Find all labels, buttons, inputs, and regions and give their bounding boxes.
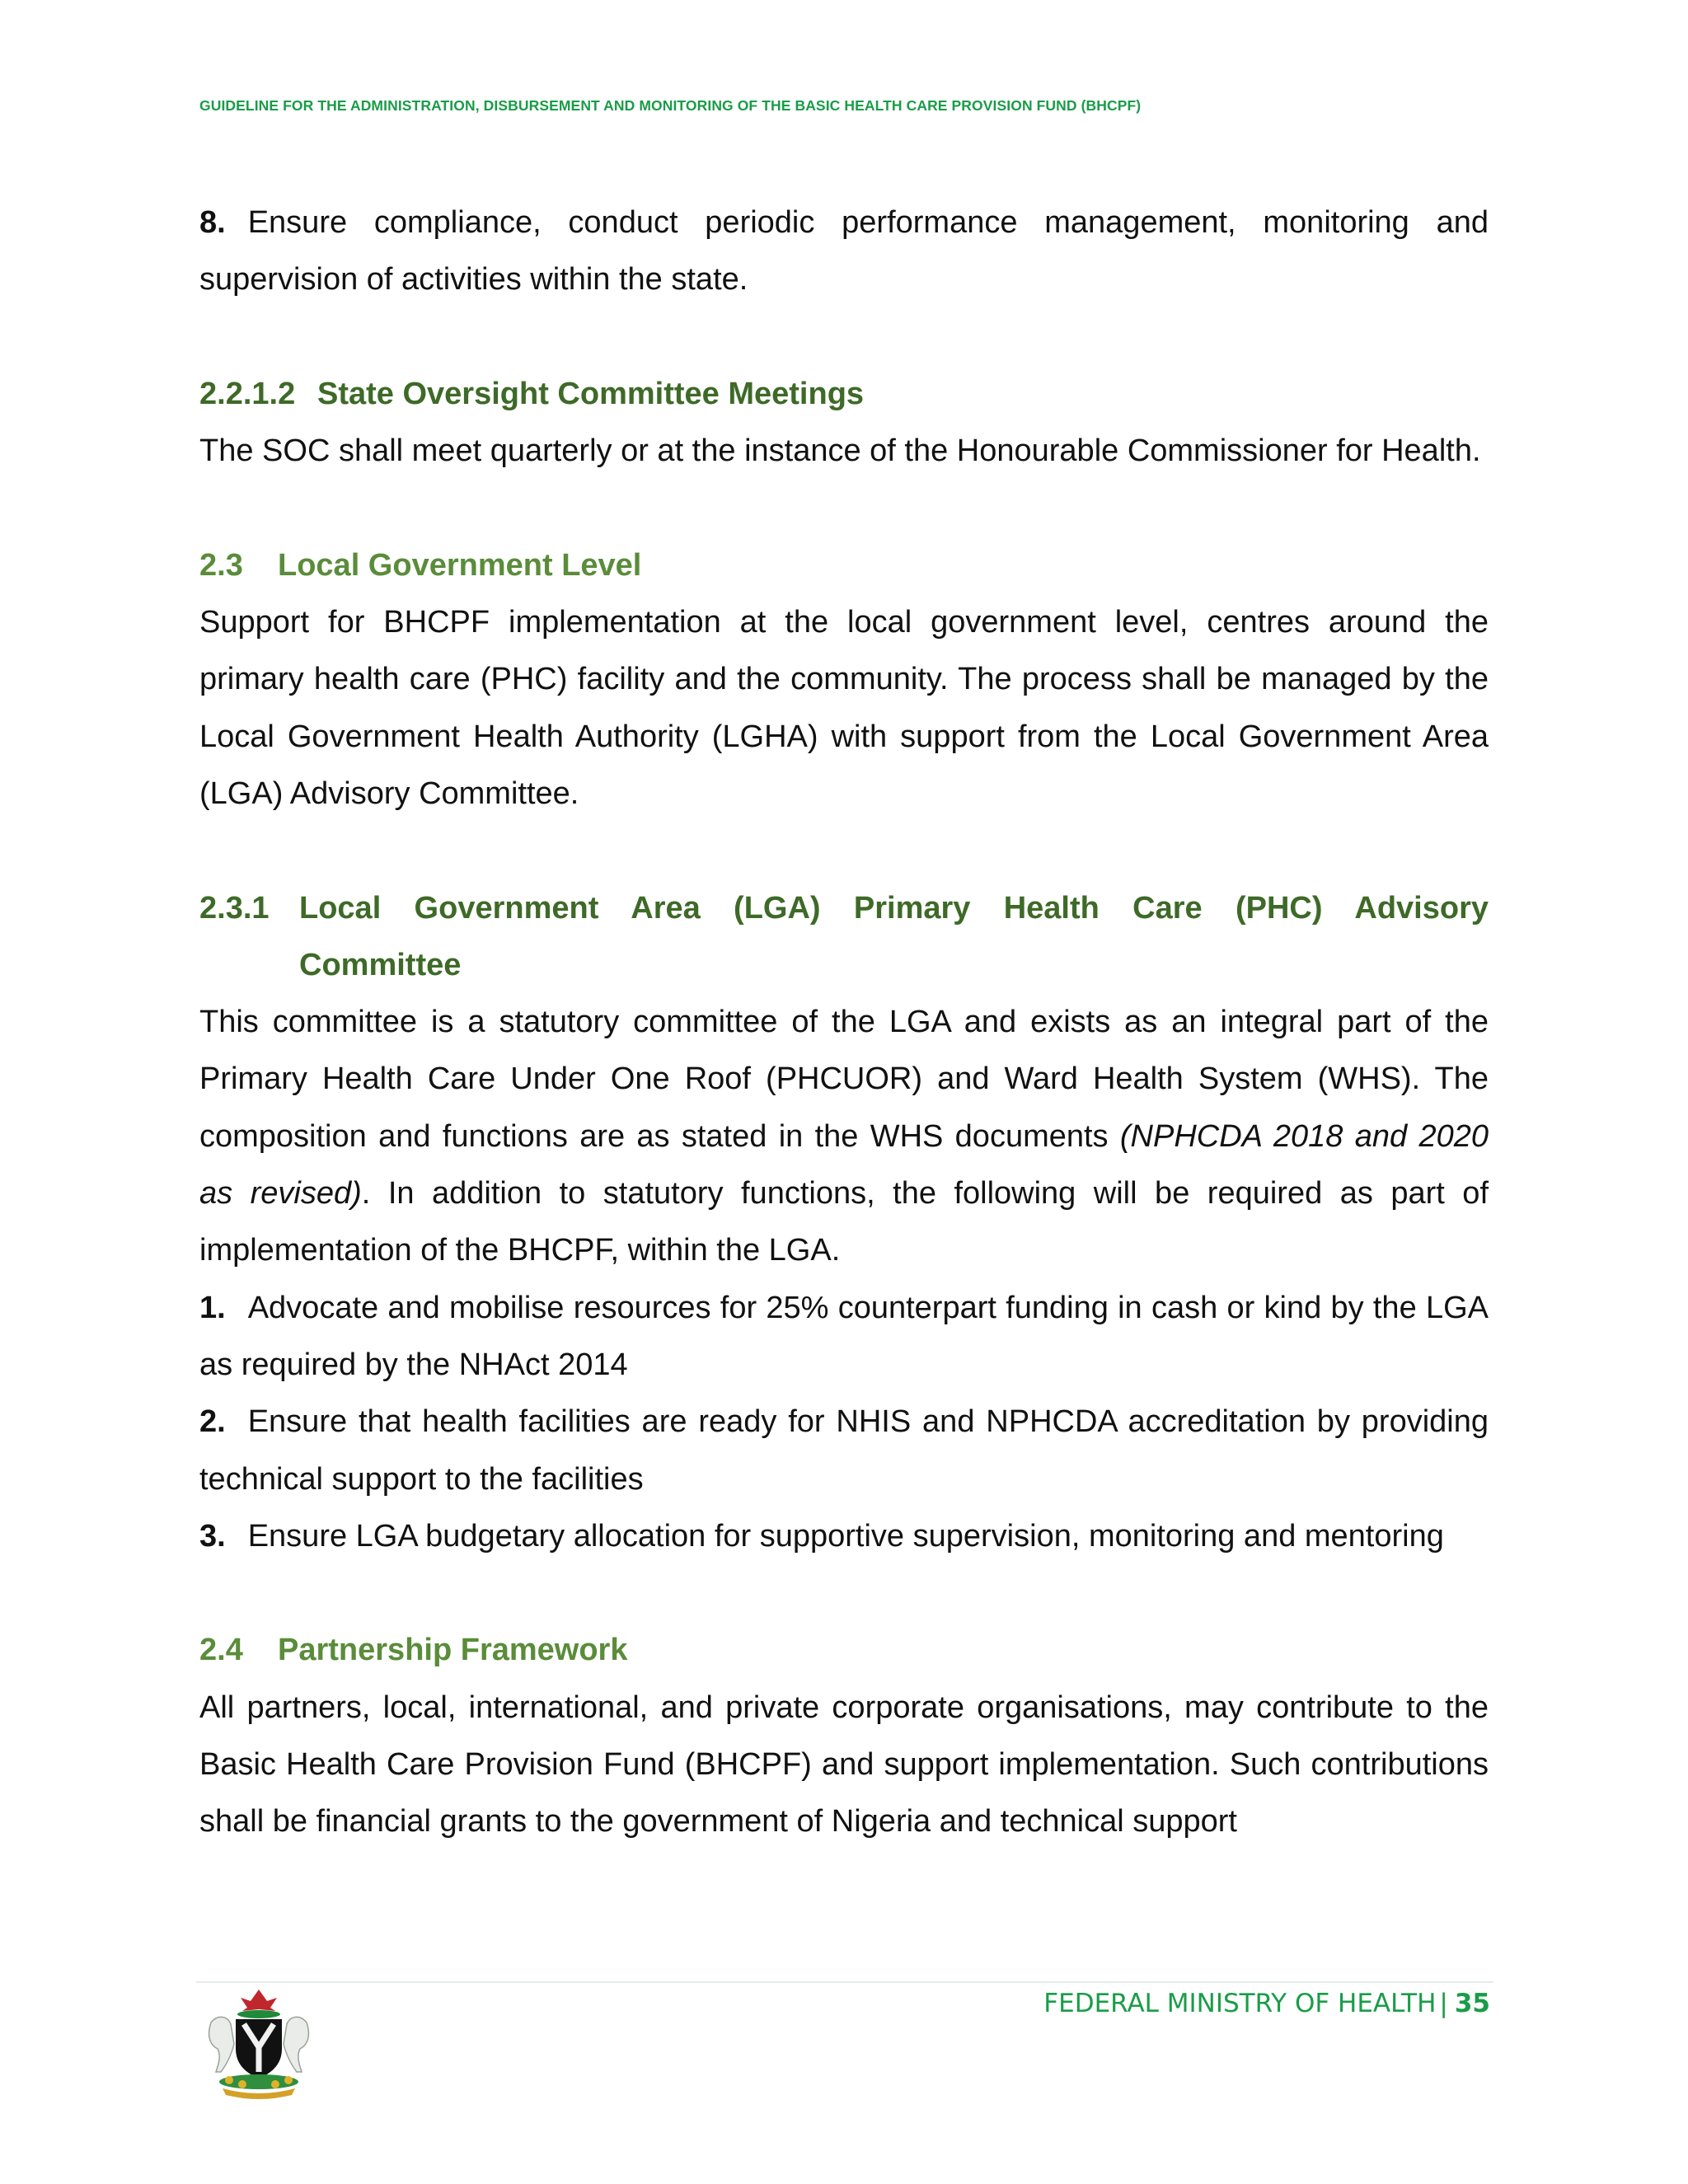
- nigeria-coat-of-arms-icon: [193, 1986, 325, 2102]
- heading-title: [299, 880, 1489, 995]
- paragraph-local-government: Support for BHCPF implementation at the local government level, centres around the primary health care (PHC) facility and the community. The process shall be managed by the Local Government Health Authority (LGHA) with support from the Local Government Area (LGA) Advisory Committee.: [199, 605, 1489, 811]
- list-item-8: [199, 194, 1489, 309]
- footer-separator: |: [1439, 1989, 1448, 2018]
- heading-number: 2.4: [199, 1633, 243, 1668]
- paragraph-lga-committee: [199, 994, 1489, 1279]
- heading-title: Partnership Framework: [278, 1633, 628, 1668]
- heading-2-3: [199, 537, 1489, 594]
- paragraph-soc-meetings: The SOC shall meet quarterly or at the instance of the Honourable Commissioner for Health.: [199, 434, 1481, 469]
- body-text: This committee is a statutory committee of the LGA and exists as an integral part of the Primary Health Care Under One Roof (PHCUOR) and Ward Health System (WHS). The composition and functions are as stated in the WHS documents: [199, 1005, 1489, 1154]
- list-number: 2.: [199, 1404, 226, 1440]
- heading-number: 2.3: [199, 547, 243, 583]
- heading-number: 2.3.1: [199, 890, 270, 926]
- list-item-2: [199, 1394, 1489, 1508]
- body-citation: (NPHCDA 2018 and 2020 as revised): [199, 1118, 1489, 1212]
- page-number: 35: [1454, 1989, 1490, 2018]
- footer-divider: [196, 1981, 1493, 1983]
- heading-2-3-1: [199, 880, 1489, 995]
- running-header: GUIDELINE FOR THE ADMINISTRATION, DISBURSEMENT AND MONITORING OF THE BASIC HEALTH CARE PROVISION FUND (BHCPF): [199, 97, 1142, 114]
- paragraph-partnership: All partners, local, international, and private corporate organisations, may contribute to the Basic Health Care Provision Fund (BHCPF) and support implementation. Such contributions shall be financial grants to the government of Nigeria and technical support: [199, 1690, 1489, 1840]
- heading-title-line2: Committee: [299, 947, 462, 982]
- list-item-3: [199, 1508, 1489, 1565]
- heading-title-line1: Local Government Area (LGA) Primary Health Care (PHC) Advisory: [299, 890, 1489, 926]
- footer-org: [1043, 1989, 1490, 2018]
- list-item-1: [199, 1280, 1489, 1394]
- footer-org-name: FEDERAL MINISTRY OF HEALTH: [1043, 1989, 1437, 2018]
- list-text: Ensure that health facilities are ready for NHIS and NPHCDA accreditation by providing technical support to the facilities: [199, 1404, 1489, 1497]
- body-text: . In addition to statutory functions, the following will be required as part of implementation of the BHCPF, within the LGA.: [199, 1176, 1489, 1268]
- heading-title: Local Government Level: [278, 547, 642, 583]
- list-text: Ensure compliance, conduct periodic performance management, monitoring and supervision of activities within the state.: [199, 205, 1489, 298]
- heading-2-2-1-2: [199, 366, 1489, 423]
- list-text: Advocate and mobilise resources for 25% counterpart funding in cash or kind by the LGA as required by the NHAct 2014: [199, 1290, 1489, 1382]
- list-number: 3.: [199, 1518, 226, 1554]
- heading-number: 2.2.1.2: [199, 376, 296, 411]
- heading-2-4: [199, 1622, 1489, 1679]
- list-text: Ensure LGA budgetary allocation for supportive supervision, monitoring and mentoring: [247, 1518, 1444, 1554]
- list-number: 1.: [199, 1290, 226, 1325]
- heading-title: State Oversight Committee Meetings: [317, 376, 865, 411]
- page-content: [199, 194, 1489, 1851]
- list-number: 8.: [199, 205, 226, 240]
